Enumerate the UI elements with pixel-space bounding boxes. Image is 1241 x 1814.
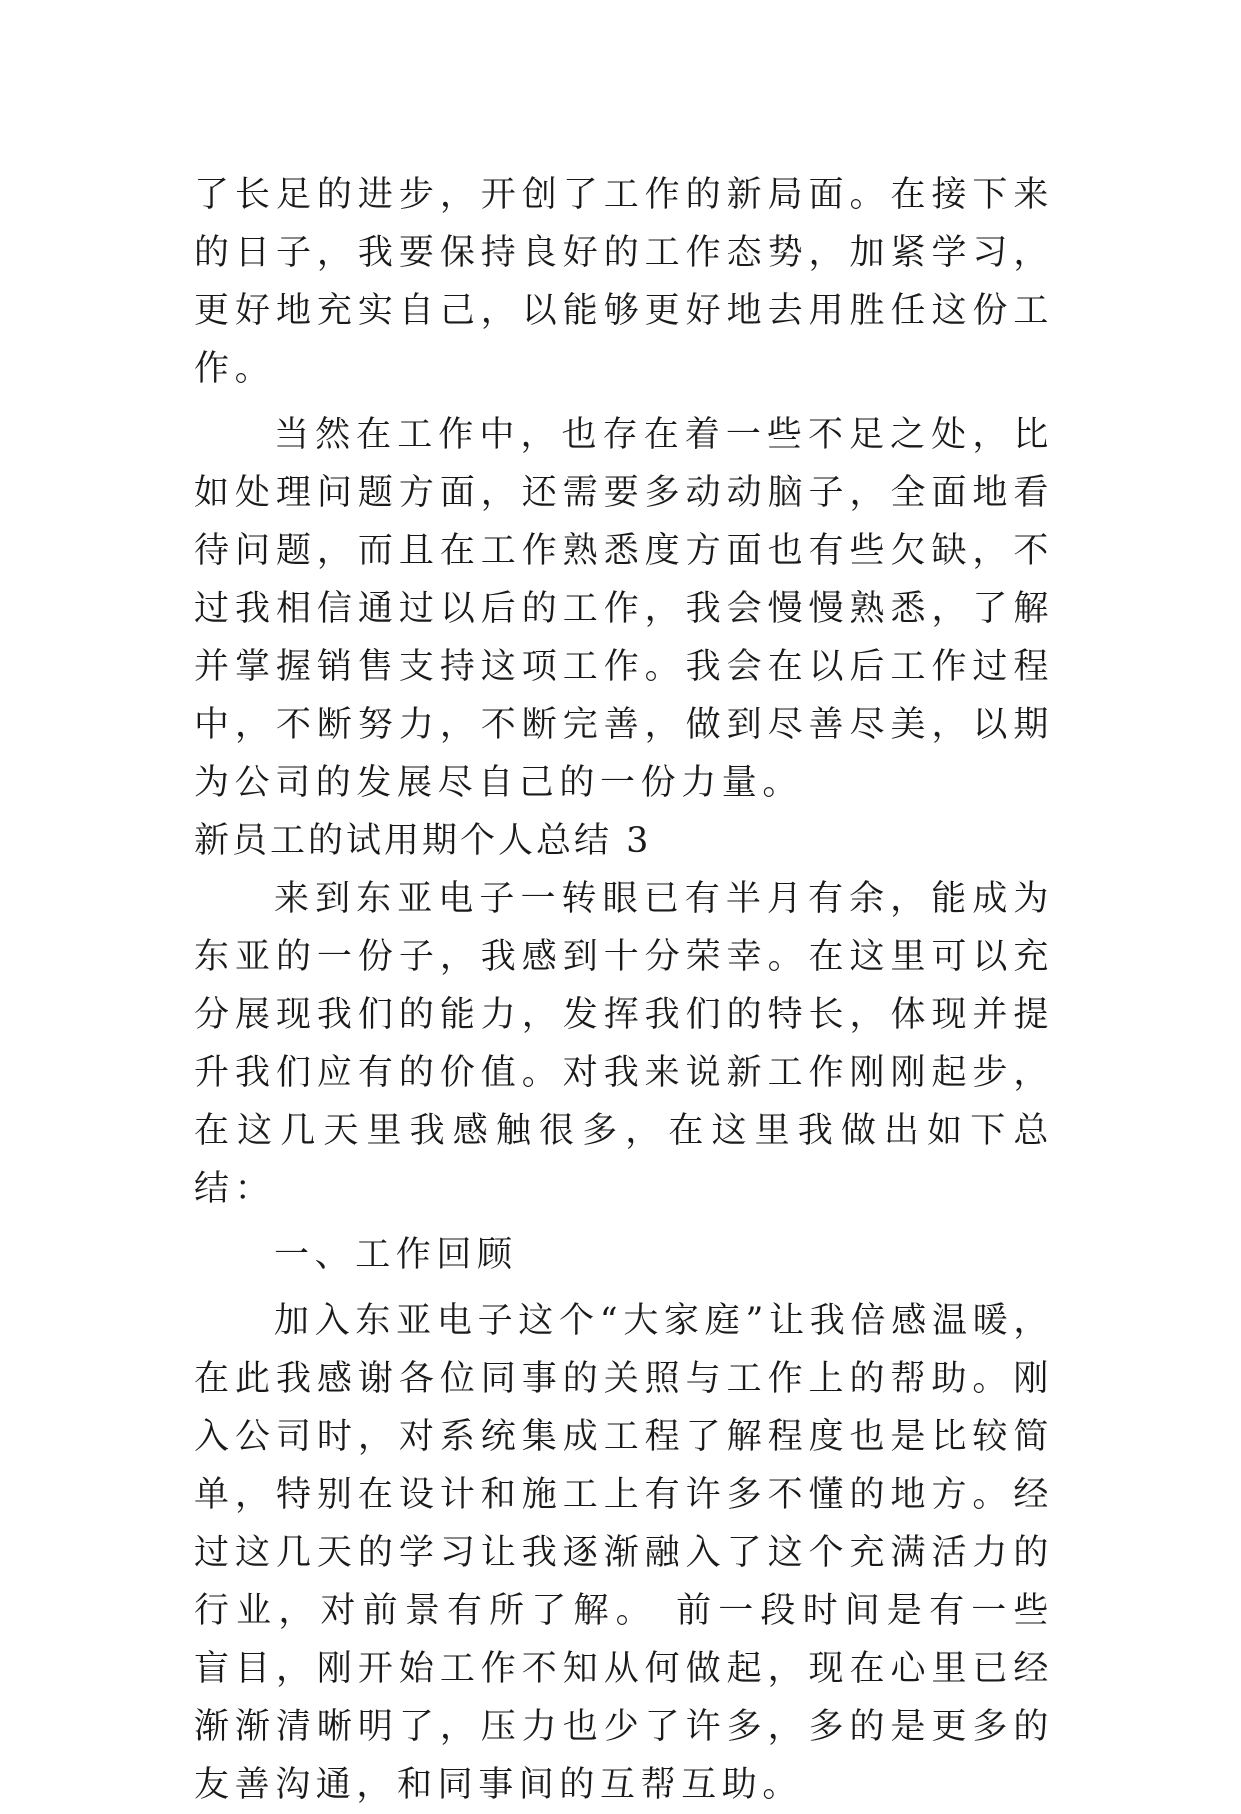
paragraph-shortcomings: 当然在工作中，也存在着一些不足之处，比如处理问题方面，还需要多动动脑子，全面地看待问题，而且在工作熟悉度方面也有些欠缺，不过我相信通过以后的工作，我会慢慢熟悉，了解并掌握销售支持这项工作。我会在以后工作过程中，不断努力，不断完善，做到尽善尽美，以期为公司的发展尽自己的一份力量。 (194, 415, 1054, 803)
subheading-work-review: 一、工作回顾 (274, 1235, 518, 1275)
document-body (194, 166, 1054, 1814)
paragraph-work-review: 加入东亚电子这个“大家庭”让我倍感温暖，在此我感谢各位同事的关照与工作上的帮助。刚入公司时，对系统集成工程了解程度也是比较简单，特别在设计和施工上有许多不懂的地方。经过这几天的学习让我逐渐融入了这个充满活力的行业，对前景有所了解。 前一段时间是有一些盲目，刚开始工作不知从何做起，现在心里已经渐渐清晰明了，压力也少了许多，多的是更多的友善沟通，和同事间的互帮互助。 (194, 1301, 1054, 1805)
paragraph-continuation: 了长足的进步，开创了工作的新局面。在接下来的日子，我要保持良好的工作态势，加紧学习，更好地充实自己，以能够更好地去用胜任这份工作。 (194, 175, 1054, 389)
paragraph-intro: 来到东亚电子一转眼已有半月有余，能成为东亚的一份子，我感到十分荣幸。在这里可以充分展现我们的能力，发挥我们的特长，体现并提升我们应有的价值。对我来说新工作刚刚起步，在这几天里我感触很多，在这里我做出如下总结： (194, 879, 1054, 1209)
section-title: 新员工的试用期个人总结 3 (194, 821, 652, 861)
